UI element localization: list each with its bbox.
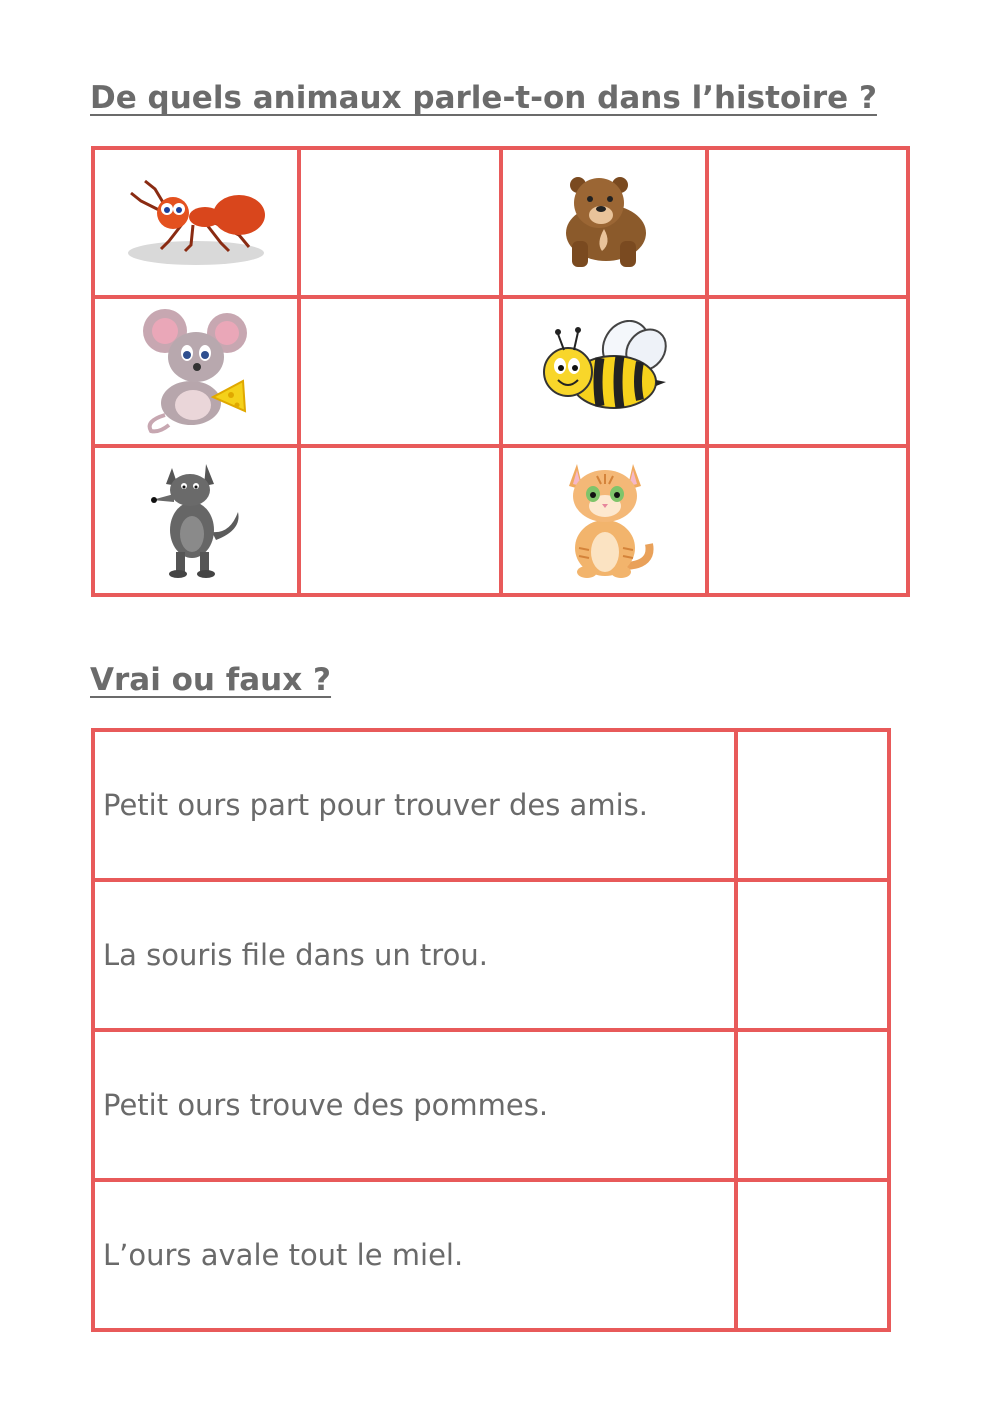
mouse-answer-box[interactable] [301, 299, 498, 444]
wolf-picture-cell [93, 446, 299, 595]
grid-row [93, 297, 908, 446]
statement-text: L’ours avale tout le miel. [93, 1180, 736, 1330]
bee-icon [534, 320, 674, 420]
true-false-table [91, 728, 891, 1332]
bee-answer-box[interactable] [709, 299, 906, 444]
bear-answer-cell[interactable] [707, 148, 908, 297]
statement-text: La souris file dans un trou. [93, 880, 736, 1030]
answer-box[interactable] [736, 730, 889, 880]
ant-answer-box[interactable] [301, 150, 498, 295]
answer-box[interactable] [736, 1180, 889, 1330]
table-row [93, 880, 889, 1030]
grid-row [93, 446, 908, 595]
cat-picture-cell [501, 446, 707, 595]
cat-answer-cell[interactable] [707, 446, 908, 595]
cat-icon [549, 456, 659, 581]
table-row [93, 1030, 889, 1180]
true-false-title: Vrai ou faux ? [90, 662, 332, 698]
bear-picture-cell [501, 148, 707, 297]
mouse-picture-cell [93, 297, 299, 446]
statement-text: Petit ours part pour trouver des amis. [93, 730, 736, 880]
cat-answer-box[interactable] [709, 448, 906, 593]
wolf-icon [146, 456, 246, 581]
bee-picture-cell [501, 297, 707, 446]
answer-box[interactable] [736, 880, 889, 1030]
wolf-answer-box[interactable] [301, 448, 498, 593]
bee-answer-cell[interactable] [707, 297, 908, 446]
wolf-answer-cell[interactable] [299, 446, 500, 595]
bear-answer-box[interactable] [709, 150, 906, 295]
mouse-icon [141, 305, 251, 435]
ant-picture-cell [93, 148, 299, 297]
animal-grid [91, 146, 910, 597]
grid-row [93, 148, 908, 297]
bear-icon [554, 171, 654, 271]
mouse-answer-cell[interactable] [299, 297, 500, 446]
statement-text: Petit ours trouve des pommes. [93, 1030, 736, 1180]
ant-icon [121, 171, 271, 271]
ant-answer-cell[interactable] [299, 148, 500, 297]
answer-box[interactable] [736, 1030, 889, 1180]
table-row [93, 730, 889, 880]
animals-question-title: De quels animaux parle-t-on dans l’histoire ? [90, 80, 877, 116]
table-row [93, 1180, 889, 1330]
